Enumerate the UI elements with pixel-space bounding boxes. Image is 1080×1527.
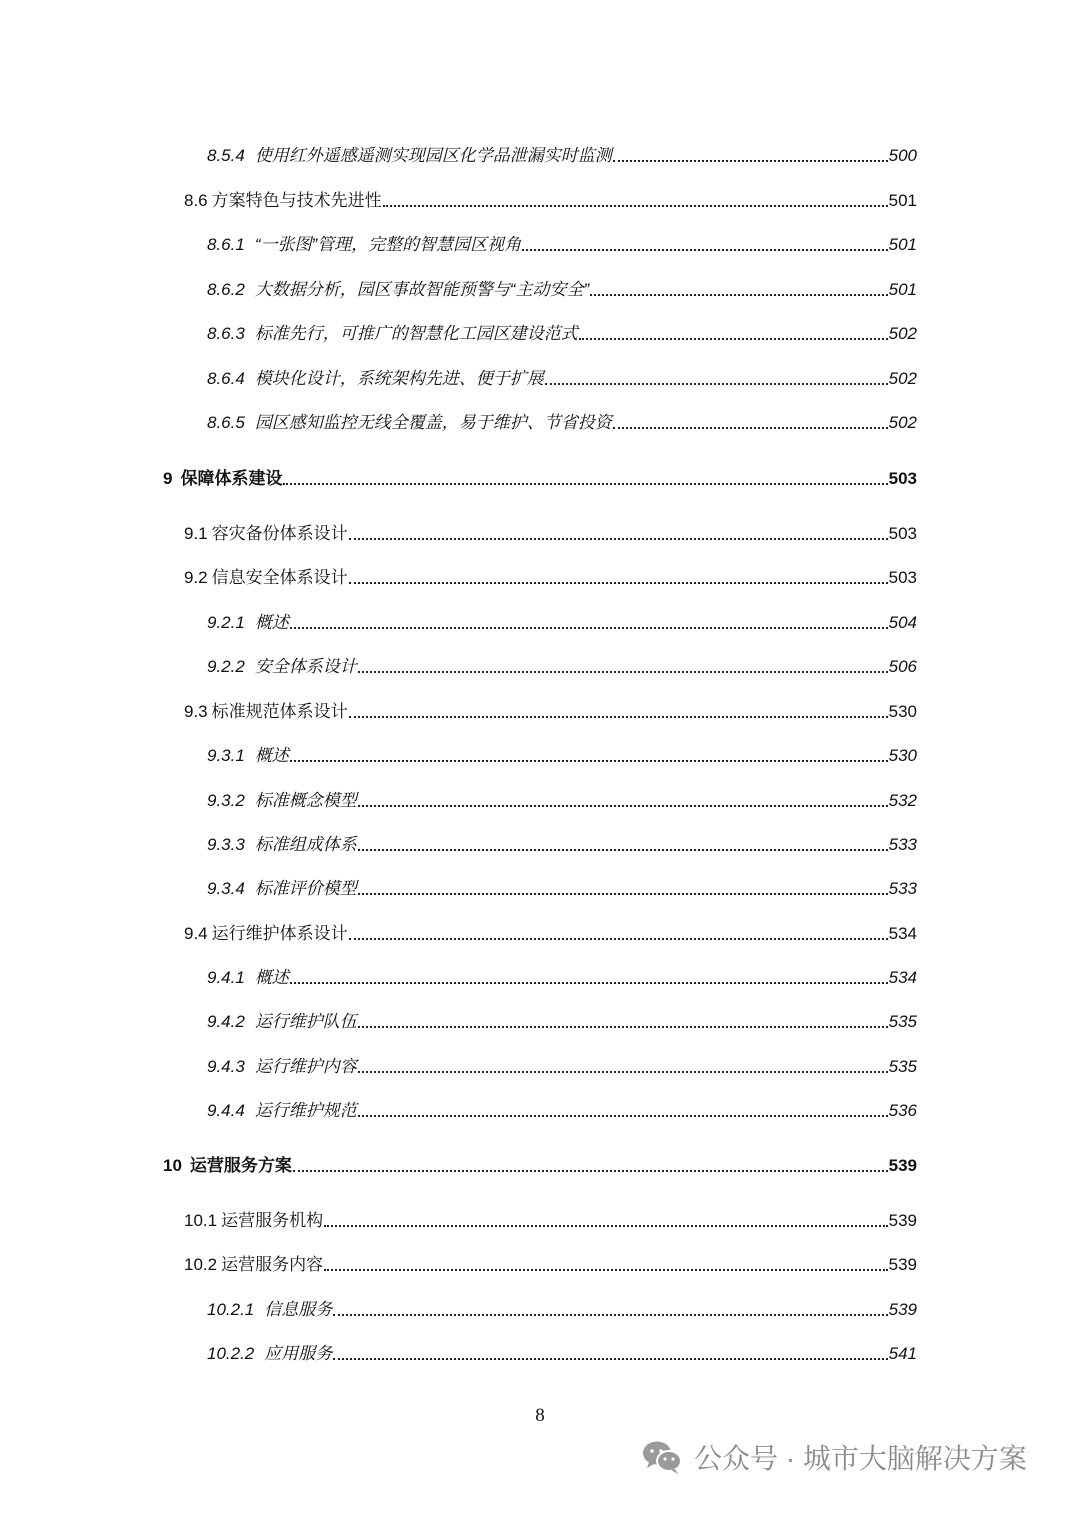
dot-leader [290, 627, 888, 629]
toc-entry[interactable] [207, 962, 917, 988]
toc-entry-number: 9.3.2 [207, 791, 245, 810]
toc-entry[interactable] [184, 918, 917, 944]
toc-entry-page: 534 [888, 968, 917, 987]
toc-entry-number: 9.3.1 [207, 746, 245, 765]
toc-entry-page: 536 [888, 1101, 917, 1120]
dot-leader [349, 716, 888, 718]
toc-entry[interactable] [207, 651, 917, 677]
toc-entry-title: 运营服务内容 [221, 1255, 324, 1274]
toc-entry-number: 8.6 [184, 191, 208, 210]
dot-leader [358, 1115, 888, 1117]
toc-entry[interactable] [207, 229, 917, 255]
toc-entry-page: 503 [888, 524, 917, 543]
dot-leader [358, 1071, 888, 1073]
toc-entry[interactable] [184, 696, 917, 722]
dot-leader [349, 538, 888, 540]
toc-entry[interactable] [207, 140, 917, 166]
toc-entry-page: 530 [888, 746, 917, 765]
toc-entry-number: 9.2.2 [207, 657, 245, 676]
toc-entry-page: 533 [888, 835, 917, 854]
dot-leader [545, 383, 888, 385]
toc-entry-title: 标准评价模型 [254, 879, 357, 898]
toc-entry-page: 532 [888, 791, 917, 810]
toc-entry-page: 539 [888, 1255, 917, 1274]
dot-leader [283, 483, 887, 485]
toc-chapter[interactable] [163, 463, 917, 489]
toc-entry[interactable] [207, 785, 917, 811]
dot-leader [290, 760, 888, 762]
toc-entry-page: 539 [888, 1156, 917, 1175]
toc-entry-page: 539 [888, 1300, 917, 1319]
toc-entry-title: 标准组成体系 [254, 835, 357, 854]
dot-leader [293, 1170, 888, 1172]
toc-entry[interactable] [207, 1095, 917, 1121]
toc-entry-page: 534 [888, 924, 917, 943]
toc-entry-title: 模块化设计，系统架构先进、便于扩展 [254, 369, 544, 388]
toc-entry-number: 9.3.4 [207, 879, 245, 898]
toc-entry-page: 541 [888, 1344, 917, 1363]
toc-entry[interactable] [207, 1294, 917, 1320]
toc-entry-title: 运行维护队伍 [254, 1012, 357, 1031]
toc-entry[interactable] [207, 407, 917, 433]
toc-entry-title: 容灾备份体系设计 [211, 524, 348, 543]
toc-entry-title: 运行维护体系设计 [211, 924, 348, 943]
dot-leader [333, 1358, 887, 1360]
toc-entry-number: 9.2 [184, 568, 208, 587]
toc-entry-page: 504 [888, 613, 917, 632]
dot-leader [349, 938, 888, 940]
toc-entry-number: 10.2.2 [207, 1344, 255, 1363]
toc-entry-title: 标准规范体系设计 [211, 702, 348, 721]
wechat-icon [640, 1437, 684, 1477]
toc-entry-page: 500 [888, 146, 917, 165]
toc-entry[interactable] [207, 274, 917, 300]
toc-entry-number: 10.1 [184, 1211, 218, 1230]
toc-entry[interactable] [207, 1338, 917, 1364]
toc-entry-page: 535 [888, 1057, 917, 1076]
toc-entry-page: 501 [888, 280, 917, 299]
toc-entry-title: 信息安全体系设计 [211, 568, 348, 587]
toc-entry[interactable] [207, 363, 917, 389]
toc-entry-title: 概述 [254, 746, 289, 765]
toc-entry[interactable] [207, 318, 917, 344]
toc-entry-number: 8.6.2 [207, 280, 245, 299]
toc-entry-number: 9.4.1 [207, 968, 245, 987]
toc-entry-number: 10.2 [184, 1255, 218, 1274]
toc-entry-title: 概述 [254, 613, 289, 632]
dot-leader [358, 671, 888, 673]
dot-leader [613, 427, 888, 429]
toc-entry[interactable] [184, 185, 917, 211]
toc-entry-title: 运营服务机构 [221, 1211, 324, 1230]
dot-leader [590, 294, 887, 296]
toc-entry-number: 10 [163, 1156, 182, 1175]
toc-chapter[interactable] [163, 1150, 917, 1176]
toc-entry[interactable] [207, 829, 917, 855]
toc-entry-number: 9.4.4 [207, 1101, 245, 1120]
toc-entry-page: 502 [888, 324, 917, 343]
toc-entry-page: 530 [888, 702, 917, 721]
toc-entry[interactable] [207, 1006, 917, 1032]
toc-entry-number: 8.6.5 [207, 413, 245, 432]
toc-entry[interactable] [207, 740, 917, 766]
toc-entry-number: 9.4.3 [207, 1057, 245, 1076]
toc-entry-number: 9.3 [184, 702, 208, 721]
toc-entry[interactable] [184, 1205, 917, 1231]
toc-entry-number: 8.6.4 [207, 369, 245, 388]
dot-leader [522, 249, 887, 251]
toc-entry-number: 9.1 [184, 524, 208, 543]
dot-leader [613, 160, 888, 162]
dot-leader [579, 338, 888, 340]
toc-entry-page: 502 [888, 369, 917, 388]
toc-entry-number: 8.6.1 [207, 235, 245, 254]
toc-entry[interactable] [207, 1051, 917, 1077]
toc-entry-page: 501 [888, 235, 917, 254]
toc-entry-number: 9 [163, 469, 173, 488]
watermark [640, 1437, 1027, 1477]
dot-leader [358, 1026, 888, 1028]
dot-leader [324, 1225, 888, 1227]
toc-entry-title: 园区感知监控无线全覆盖，易于维护、节省投资 [254, 413, 612, 432]
toc-entry-title: 运行维护内容 [254, 1057, 357, 1076]
toc-entry-title: 标准概念模型 [254, 791, 357, 810]
toc-entry-page: 533 [888, 879, 917, 898]
toc-entry[interactable] [184, 1249, 917, 1275]
toc-entry-title: 方案特色与技术先进性 [211, 191, 382, 210]
dot-leader [383, 205, 888, 207]
toc-entry-page: 501 [888, 191, 917, 210]
dot-leader [290, 982, 888, 984]
toc-entry-title: 应用服务 [264, 1344, 333, 1363]
toc-entry-title: 安全体系设计 [254, 657, 357, 676]
toc-entry[interactable] [184, 518, 917, 544]
toc-entry-page: 503 [888, 568, 917, 587]
toc-entry-page: 503 [888, 469, 917, 488]
toc-entry-page: 506 [888, 657, 917, 676]
page-number: 8 [535, 1405, 545, 1426]
toc-entry[interactable] [207, 873, 917, 899]
toc-entry-title: 概述 [254, 968, 289, 987]
toc-entry-title: 运行维护规范 [254, 1101, 357, 1120]
toc-entry-number: 8.6.3 [207, 324, 245, 343]
toc-entry-number: 8.5.4 [207, 146, 245, 165]
toc-entry-page: 535 [888, 1012, 917, 1031]
toc-entry-title: “一张图”管理，完整的智慧园区视角 [254, 235, 522, 254]
toc-entry-title: 保障体系建设 [180, 469, 283, 488]
toc-entry[interactable] [184, 562, 917, 588]
toc-entry-title: 大数据分析，园区事故智能预警与“主动安全” [254, 280, 590, 299]
watermark-text: 公众号 · 城市大脑解决方案 [694, 1443, 1027, 1474]
toc-entry-page: 502 [888, 413, 917, 432]
dot-leader [333, 1314, 887, 1316]
toc-entry-number: 9.2.1 [207, 613, 245, 632]
toc-entry-title: 运营服务方案 [189, 1156, 292, 1175]
toc-entry-number: 9.3.3 [207, 835, 245, 854]
toc-entry[interactable] [207, 607, 917, 633]
toc-entry-page: 539 [888, 1211, 917, 1230]
dot-leader [358, 849, 888, 851]
toc-entry-title: 标准先行，可推广的智慧化工园区建设范式 [254, 324, 578, 343]
dot-leader [358, 805, 888, 807]
dot-leader [349, 582, 888, 584]
dot-leader [358, 893, 888, 895]
toc-entry-title: 信息服务 [264, 1300, 333, 1319]
toc-entry-number: 9.4 [184, 924, 208, 943]
dot-leader [324, 1269, 888, 1271]
toc-entry-number: 10.2.1 [207, 1300, 255, 1319]
toc-entry-number: 9.4.2 [207, 1012, 245, 1031]
toc-entry-title: 使用红外遥感遥测实现园区化学品泄漏实时监测 [254, 146, 612, 165]
